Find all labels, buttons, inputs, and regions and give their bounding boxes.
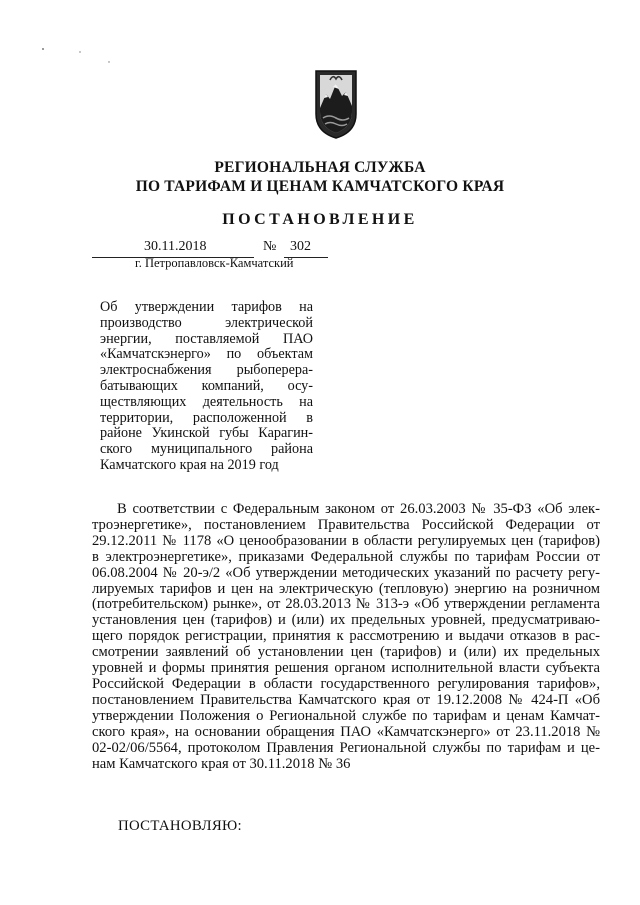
subject-line: «Камчатскэнерго» по объектам <box>100 346 313 363</box>
subject-line: территории, расположенной в <box>100 409 313 426</box>
body-line: (потребительском) рынке», от 28.03.2013 № 313-э «Об утверждении регламента <box>92 596 600 613</box>
subject-line: батывающих компаний, осу- <box>100 377 313 394</box>
subject-line: ского муниципального района <box>100 441 313 458</box>
body-line: нам Камчатского края от 30.11.2018 № 36 <box>92 755 351 772</box>
subject-line: районе Укинской губы Карагин- <box>100 425 313 442</box>
preamble-paragraph <box>92 502 600 772</box>
subject-line: ществляющих деятельность на <box>100 393 313 410</box>
body-line: 02-02/06/5564, протоколом Правления Региональной службы по тарифам и це- <box>92 739 600 756</box>
body-line: установления цен (тарифов) и (или) их предельных уровней, предусматриваю- <box>92 612 600 629</box>
document-date: 30.11.2018 <box>144 239 207 254</box>
document-number: 302 <box>290 239 311 254</box>
document-type-title: ПОСТАНОВЛЕНИЕ <box>222 211 418 228</box>
organization-name-line1: РЕГИОНАЛЬНАЯ СЛУЖБА <box>214 159 426 176</box>
body-line: Российской Федерации в области государственного регулирования тарифов», <box>92 675 600 692</box>
decree-heading: ПОСТАНОВЛЯЮ: <box>118 818 242 834</box>
body-line: В соответствии с Федеральным законом от 26.03.2003 № 35-ФЗ «Об элек- <box>117 501 600 517</box>
body-line: ского края», на основании обращения ПАО «Камчатскэнерго» от 23.11.2018 № <box>92 723 600 740</box>
body-line: 06.08.2004 № 20-э/2 «Об утверждении методических указаний по расчету регу- <box>92 564 600 581</box>
body-line: смотрении заявлений об установлении цен (тарифов) и (или) их предельных <box>92 644 600 661</box>
number-sign: № <box>263 239 277 254</box>
body-line: в электроэнергетике», приказами Федеральной службы по тарифам России от <box>92 548 600 565</box>
body-line: постановлением Правительства Камчатского края от 19.12.2008 № 424-П «Об <box>92 691 600 708</box>
body-line: щего порядок регистрации, принятия к рассмотрению и выдачи отказов в рас- <box>92 628 600 645</box>
body-line: утверждении Положения о Региональной службе по тарифам и ценам Камчат- <box>92 707 600 724</box>
document-subject <box>100 300 313 474</box>
body-line: лируемых тарифов и цен на электрическую (тепловую) энергию на розничном <box>92 580 600 597</box>
document-city: г. Петропавловск-Камчатский <box>135 256 294 270</box>
subject-line: Камчатского края на 2019 год <box>100 456 279 473</box>
coat-of-arms-icon <box>310 68 362 140</box>
body-line: уровней и формы принятия решения органом исполнительной власти субъекта <box>92 660 600 677</box>
subject-line: энергии, поставляемой ПАО <box>100 330 313 347</box>
body-line: 29.12.2011 № 1178 «О ценообразовании в области регулируемых цен (тарифов) <box>92 532 600 549</box>
subject-line: Об утверждении тарифов на <box>100 299 313 315</box>
subject-line: производство электрической <box>100 314 313 331</box>
subject-line: электроснабжения рыбоперера- <box>100 362 313 379</box>
body-line: троэнергетике», постановлением Правительства Российской Федерации от <box>92 516 600 533</box>
organization-name-line2: ПО ТАРИФАМ И ЦЕНАМ КАМЧАТСКОГО КРАЯ <box>135 178 505 195</box>
